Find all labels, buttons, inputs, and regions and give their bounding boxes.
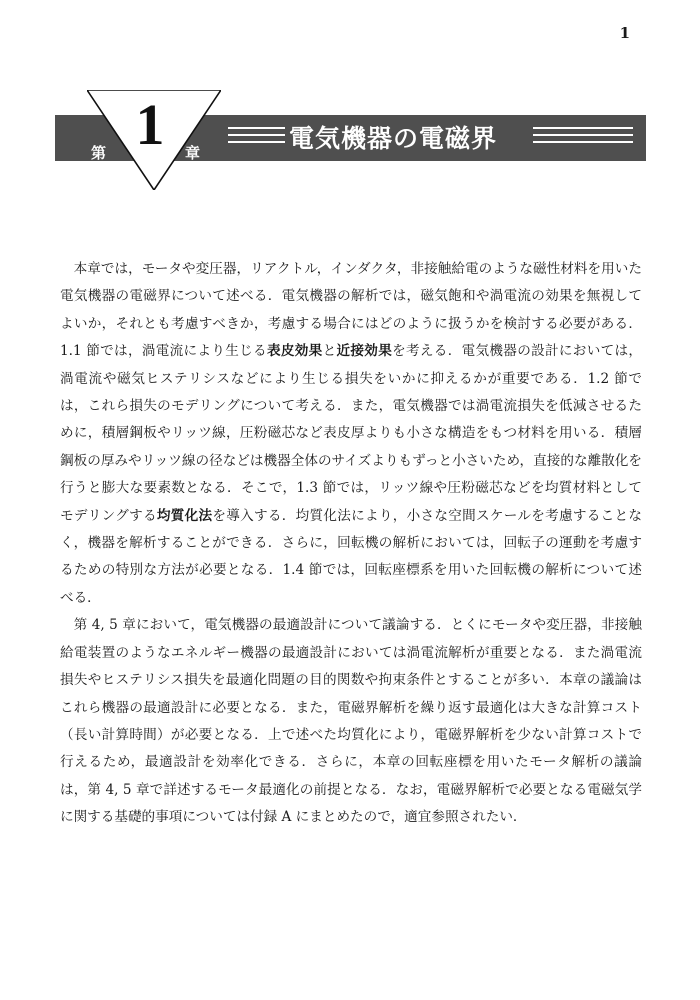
text-segment: と [322,343,337,360]
chapter-header [55,90,646,190]
term-homogenization: 均質化法 [156,507,213,524]
chapter-title: 電気機器の電磁界 [289,124,498,153]
text-segment: 第 4, 5 章において，電気機器の最適設計について議論する．とくにモータや変圧器，非接触給電装置のようなエネルギー機器の最適設計においては渦電流解析が重要となる．また渦電流損失やヒステリシス損失を最適化問題の目的関数や拘束条件とすることが多い．本章の議論はこれら機器の最適設計に必要となる．また，電磁界解析を繰り返す最適化は大きな計算コスト（長い計算時間）が必要となる．上で述べた均質化により，電磁界解析を少ない計算コストで行えるため，最適設計を効率化できる．さらに，本章の回転座標を用いたモータ解析の議論は，第 4, 5 章で詳述するモータ最適化の前提となる．なお，電磁界解析で必要となる電磁気学に関する基礎的事項については付録 A にまとめたので，適宜参照されたい． [60,617,642,826]
chapter-intro-text [60,256,642,832]
term-skin-effect: 表皮効果 [266,343,323,360]
text-segment: を導入する．均質化法により，小さな空間スケールを考慮することなく，機器を解析することができる．さらに，回転機の解析においては，回転子の運動を考慮するための特別な方法が必要となる．1.4 節では，回転座標系を用いた回転機の解析について述べる． [60,507,643,606]
chapter-prefix: 第 [91,144,107,162]
chapter-number: 1 [135,92,165,157]
title-rule-right [533,127,633,145]
text-segment: を考える．電気機器の設計においては，渦電流や磁気ヒステリシスなどにより生じる損失をいかに抑えるかが重要である．1.2 節では，これら損失のモデリングについて考える．また，電気機器では渦電流損失を低減させるために，積層鋼板やリッツ線，圧粉磁芯など表皮厚よりも小さな構造をもつ材料を用いる．積層鋼板の厚みやリッツ線の径などは機器全体のサイズよりもずっと小さいため，直接的な離散化を行うと膨大な要素数となる．そこで，1.3 節では，リッツ線や圧粉磁芯などを均質材料としてモデリングする [60,343,643,524]
paragraph [60,256,642,612]
paragraph [60,612,642,831]
title-rule-left [228,127,285,145]
text-segment: 本章では，モータや変圧器，リアクトル，インダクタ，非接触給電のような磁性材料を用いた電気機器の電磁界について述べる．電気機器の解析では，磁気飽和や渦電流の効果を無視してよいか，それとも考慮すべきか，考慮する場合にはどのように扱うかを検討する必要がある．1.1 節では，渦電流により生じる [60,261,642,360]
term-proximity-effect: 近接効果 [336,343,393,360]
page-number: 1 [619,24,630,42]
chapter-suffix: 章 [185,144,201,162]
